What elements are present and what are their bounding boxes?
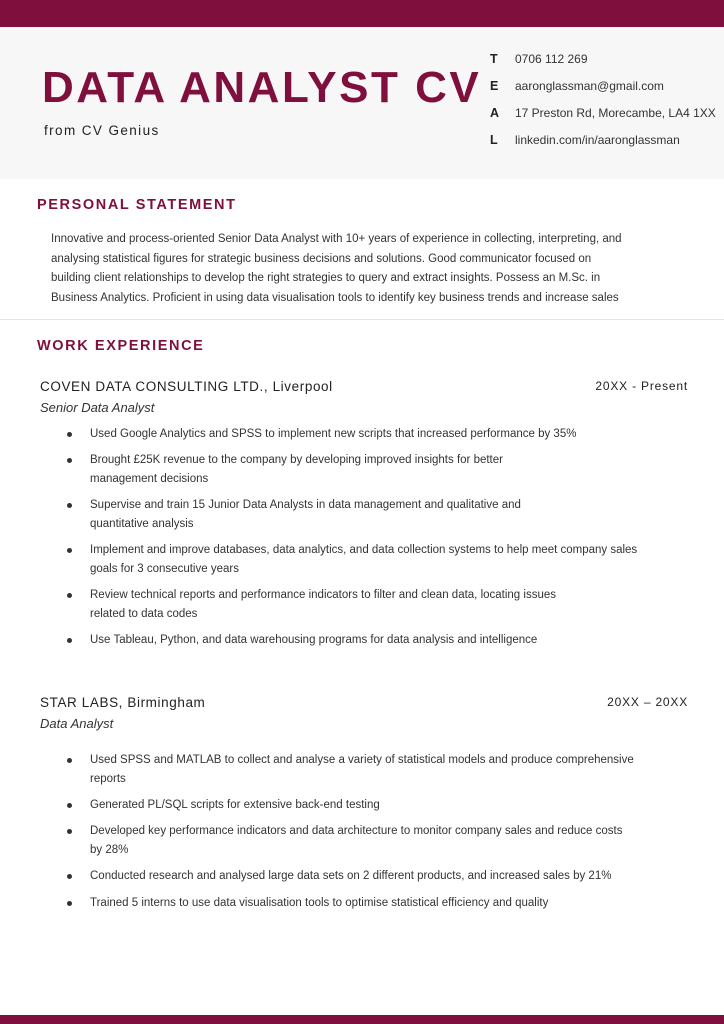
contact-key-phone: T <box>490 52 498 66</box>
top-accent-bar <box>0 0 724 27</box>
bullet-text <box>90 496 521 534</box>
bullet-dot <box>67 901 72 906</box>
bullet-text <box>90 541 637 579</box>
bullet-line: Review technical reports and performance indicators to filter and clean data, locating issues <box>90 589 556 601</box>
cv-title: DATA ANALYST CV <box>42 63 482 112</box>
bullet-dot <box>67 503 72 508</box>
bullet-dot <box>67 458 72 463</box>
bullet-line: by 28% <box>90 844 129 856</box>
job-role: Data Analyst <box>40 716 114 731</box>
bullet-dot <box>67 638 72 643</box>
bullet-line: Brought £25K revenue to the company by developing improved insights for better <box>90 454 503 466</box>
bullet-dot <box>67 874 72 879</box>
job-company: COVEN DATA CONSULTING LTD., Liverpool <box>40 379 333 394</box>
bullet-dot <box>67 548 72 553</box>
section-divider <box>0 319 724 320</box>
bullet-line: Conducted research and analysed large data sets on 2 different products, and increased sales by 21% <box>90 870 612 882</box>
statement-line: Business Analytics. Proficient in using data visualisation tools to identify key business trends and increase sales <box>51 291 619 304</box>
work-experience-heading: WORK EXPERIENCE <box>37 338 205 354</box>
email-address: aaronglassman@gmail.com <box>515 79 664 93</box>
bullet-line: management decisions <box>90 473 209 485</box>
contact-key-linkedin: L <box>490 133 498 147</box>
bullet-text <box>90 586 556 624</box>
bullet-dot <box>67 432 72 437</box>
bullet-text <box>90 894 548 913</box>
job-header <box>40 695 688 715</box>
bullet-line: Supervise and train 15 Junior Data Analysts in data management and qualitative and <box>90 499 521 511</box>
bullet-line: goals for 3 consecutive years <box>90 563 239 575</box>
bullet-text <box>90 796 380 815</box>
contact-key-email: E <box>490 79 499 93</box>
bottom-accent-bar <box>0 1015 724 1024</box>
contact-key-address: A <box>490 106 500 120</box>
personal-statement-heading: PERSONAL STATEMENT <box>37 197 237 213</box>
statement-line: building client relationships to develop the right strategies to query and extract insights. Possess an M.Sc. in <box>51 272 601 284</box>
job-dates: 20XX – 20XX <box>607 695 688 709</box>
bullet-line: Developed key performance indicators and data architecture to monitor company sales and reduce costs <box>90 825 623 837</box>
bullet-line: Implement and improve databases, data analytics, and data collection systems to help meet company sales <box>90 544 638 556</box>
bullet-text <box>90 751 634 789</box>
job-dates: 20XX - Present <box>595 379 688 393</box>
phone-number: 0706 112 269 <box>515 52 588 66</box>
bullet-dot <box>67 829 72 834</box>
bullet-line: reports <box>90 773 126 785</box>
bullet-line: Use Tableau, Python, and data warehousing programs for data analysis and intelligence <box>90 634 538 646</box>
bullet-text <box>90 451 503 489</box>
cv-subtitle: from CV Genius <box>44 123 160 138</box>
bullet-line: Generated PL/SQL scripts for extensive back-end testing <box>90 799 380 811</box>
bullet-line: quantitative analysis <box>90 518 194 530</box>
bullet-text <box>90 631 537 650</box>
bullet-dot <box>67 758 72 763</box>
personal-statement-text <box>51 230 676 308</box>
statement-line: analysing statistical figures for strategic business decisions and solutions. Good communicator focused on <box>51 252 592 265</box>
bullet-line: related to data codes <box>90 608 198 620</box>
bullet-text <box>90 867 611 886</box>
bullet-line: Used SPSS and MATLAB to collect and analyse a variety of statistical models and produce comprehensive <box>90 754 634 766</box>
linkedin-url: linkedin.com/in/aaronglassman <box>515 133 680 147</box>
job-header <box>40 379 688 399</box>
bullet-dot <box>67 803 72 808</box>
bullet-text <box>90 425 576 444</box>
bullet-text <box>90 822 622 860</box>
bullet-line: Trained 5 interns to use data visualisation tools to optimise statistical efficiency and quality <box>90 897 549 909</box>
bullet-dot <box>67 593 72 598</box>
postal-address: 17 Preston Rd, Morecambe, LA4 1XX <box>515 106 716 120</box>
job-company: STAR LABS, Birmingham <box>40 695 206 710</box>
statement-line: Innovative and process-oriented Senior Data Analyst with 10+ years of experience in collecting, interpreting, and <box>51 233 622 245</box>
bullet-line: Used Google Analytics and SPSS to implement new scripts that increased performance by 35% <box>90 428 577 440</box>
job-role: Senior Data Analyst <box>40 400 155 415</box>
